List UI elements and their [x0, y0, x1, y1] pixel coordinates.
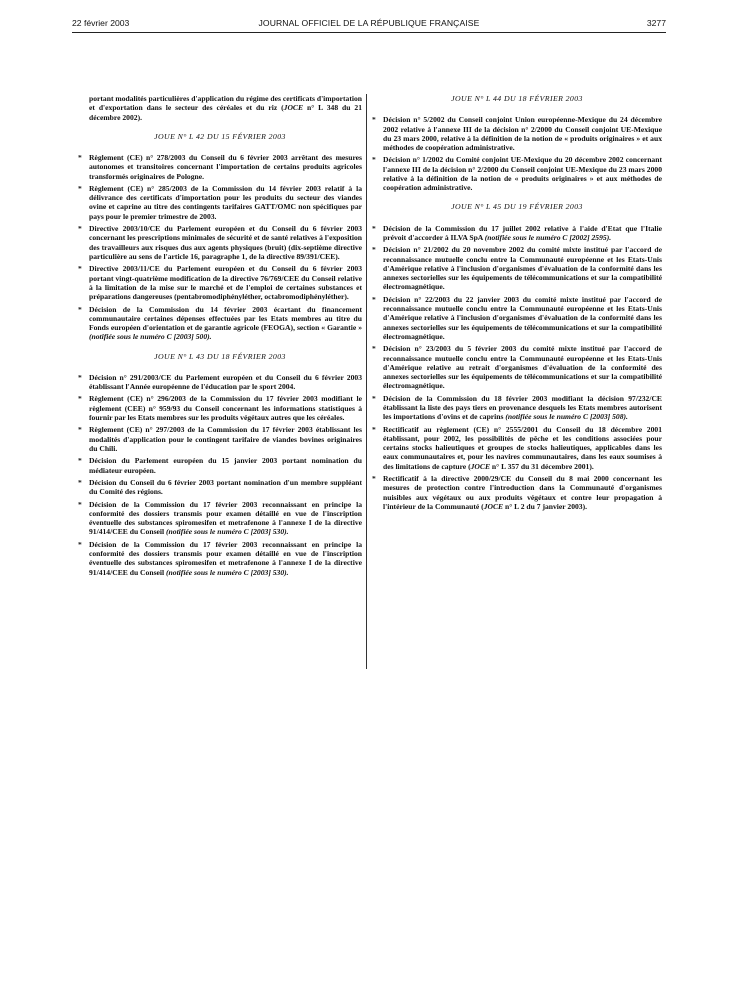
list-item: * Règlement (CE) n° 285/2003 de la Commission du 14 février 2003 relatif à la délivrance des certificats d'importation pour les produits du secteur des viandes ovine et caprine au titre des contingents tarifaires GATT/OMC non spécifiques par pays pour le premier trimestre de 2003. [78, 183, 362, 221]
section-heading-l43: JOUE N° L 43 DU 18 FÉVRIER 2003 [154, 351, 286, 361]
column-separator [366, 94, 367, 669]
right-column [372, 94, 662, 514]
list-item: * Décision n° 1/2002 du Comité conjoint UE-Mexique du 20 décembre 2002 concernant l'annexe III de la décision n° 2/2000 du Conseil conjoint UE-Mexique du 23 mars 2000 relative à la définition de la notion de « produits originaires » et aux méthodes de coopération administrative. [372, 155, 662, 193]
list-item: * Décision n° 22/2003 du 22 janvier 2003 du comité mixte institué par l'accord de reconnaissance mutuelle conclu entre la Communauté européenne et les Etats-Unis d'Amérique relative à l'inclusion d'organismes d'évaluation de la conformité dans les annexes sectorielles sur les équipements de télécommunications et sur la compatibilité électromagnétique. [372, 294, 662, 341]
list-item: * Rectificatif à la directive 2000/29/CE du Conseil du 8 mai 2000 concernant les mesures de protection contre l'introduction dans la Communauté d'organismes nuisibles aux végétaux ou aux produits végétaux et contre leur propagation à l'intérieur de la Communauté (JOCE n° L 2 du 7 janvier 2003). [372, 474, 662, 511]
list-item: * Décision n° 5/2002 du Conseil conjoint Union européenne-Mexique du 24 décembre 2002 relative à l'annexe III de la décision n° 2/2000 du Conseil conjoint UE-Mexique du 23 mars 2000, relative à la définition de la notion de « produits originaires » et aux méthodes de coopération administrative. [372, 115, 662, 152]
list-item: * Décision de la Commission du 17 février 2003 reconnaissant en principe la conformité des dossiers transmis pour examen détaillé en vue de l'inscription éventuelle des substances spiromesifen et metrafenone à l'annexe I de la directive 91/414/CEE du Conseil (notifiée sous le numéro C [2003] 530). [78, 499, 362, 537]
page-number: 3277 [646, 18, 666, 28]
journal-title: JOURNAL OFFICIEL DE LA RÉPUBLIQUE FRANÇAISE [258, 18, 480, 28]
list-item: * Règlement (CE) n° 297/2003 de la Commission du 17 février 2003 établissant les modalités d'application pour le contingent tarifaire de viandes bovines originaires du Chili. [78, 425, 362, 453]
left-column [78, 94, 362, 580]
list-item: * Décision du Parlement européen du 15 janvier 2003 portant nomination du médiateur européen. [78, 456, 362, 475]
intro-continuation: portant modalités particulières d'application du régime des certificats d'importation et d'exportation dans le secteur des céréales et du riz (JOCE n° L 348 du 21 décembre 2002). [89, 94, 362, 122]
list-item: * Directive 2003/11/CE du Parlement européen et du Conseil du 6 février 2003 portant vingt-quatrième modification de la directive 76/769/CEE du Conseil relative à la limitation de la mise sur le marché et de l'emploi de certaines substances et préparations dangereuses (pentabromodiphényléther, octabromodiphényléther). [78, 264, 362, 302]
list-item: * Décision n° 23/2003 du 5 février 2003 du comité mixte institué par l'accord de reconnaissance mutuelle conclu entre la Communauté européenne et les Etats-Unis d'Amérique relative au retrait d'organismes d'évaluation de la conformité des annexes sectorielles sur les équipements de télécommunications et sur la compatibilité électromagnétique. [372, 344, 662, 391]
section-heading-l42: JOUE N° L 42 DU 15 FÉVRIER 2003 [154, 131, 286, 141]
header-rule [72, 32, 666, 33]
section-heading-l45: JOUE N° L 45 DU 19 FÉVRIER 2003 [451, 202, 583, 212]
list-item: * Décision du Conseil du 6 février 2003 portant nomination d'un membre suppléant du Comité des régions. [78, 478, 362, 497]
list-item: * Décision de la Commission du 17 juillet 2002 relative à l'aide d'Etat que l'Italie prévoit d'accorder à ILVA SpA (notifiée sous le numéro C [2002] 2595). [372, 223, 662, 242]
list-item: * Règlement (CE) n° 296/2003 de la Commission du 17 février 2003 modifiant le règlement (CEE) n° 959/93 du Conseil concernant les informations statistiques à fournir par les Etats membres sur les produits végétaux autres que les céréales. [78, 394, 362, 422]
list-item: * Règlement (CE) n° 278/2003 du Conseil du 6 février 2003 arrêtant des mesures autonomes et transitoires concernant l'importation de certains produits agricoles transformés originaires de Pologne. [78, 153, 362, 181]
list-item: * Décision de la Commission du 17 février 2003 reconnaissant en principe la conformité des dossiers transmis pour examen détaillé en vue de l'inscription éventuelle des substances spiromesifen et metrafenone à l'annexe I de la directive 91/414/CEE du Conseil (notifiée sous le numéro C [2003] 530). [78, 539, 362, 577]
list-item: * Directive 2003/10/CE du Parlement européen et du Conseil du 6 février 2003 concernant les prescriptions minimales de sécurité et de santé relatives à l'exposition des travailleurs aux risques dus aux agents physiques (bruit) (dix-septième directive particulière au sens de l'article 16, paragraphe 1, de la directive 89/391/CEE). [78, 224, 362, 261]
list-item: * Décision n° 291/2003/CE du Parlement européen et du Conseil du 6 février 2003 établissant l'Année européenne de l'éducation par le sport 2004. [78, 372, 362, 391]
list-item: * Décision de la Commission du 14 février 2003 écartant du financement communautaire certaines dépenses effectuées par les Etats membres au titre du Fonds européen d'orientation et de garantie agricole (FEOGA), section « Garantie » (notifiée sous le numéro C [2003] 500). [78, 304, 362, 342]
running-header [72, 18, 666, 32]
list-item: * Rectificatif au règlement (CE) n° 2555/2001 du Conseil du 18 décembre 2001 établissant, pour 2002, les possibilités de pêche et les conditions associées pour certains stocks halieutiques et groupes de stocks halieutiques, applicables dans les eaux communautaires et, pour les navires communautaires, dans les eaux soumises à des limitations de capture (JOCE n° L 357 du 31 décembre 2001). [372, 424, 662, 471]
list-item: * Décision n° 21/2002 du 20 novembre 2002 du comité mixte institué par l'accord de reconnaissance mutuelle conclu entre la Communauté européenne et les Etats-Unis d'Amérique relative à l'inclusion d'organismes d'évaluation de la conformité dans les annexes sectorielles sur les équipements de télécommunications et sur la compatibilité électromagnétique. [372, 245, 662, 292]
list-item: * Décision de la Commission du 18 février 2003 modifiant la décision 97/232/CE établissant la liste des pays tiers en provenance desquels les Etats membres autorisent les importations d'ovins et de caprins (notifiée sous le numéro C [2003] 508). [372, 393, 662, 422]
section-heading-l44: JOUE N° L 44 DU 18 FÉVRIER 2003 [451, 94, 583, 103]
issue-date: 22 février 2003 [72, 18, 130, 28]
